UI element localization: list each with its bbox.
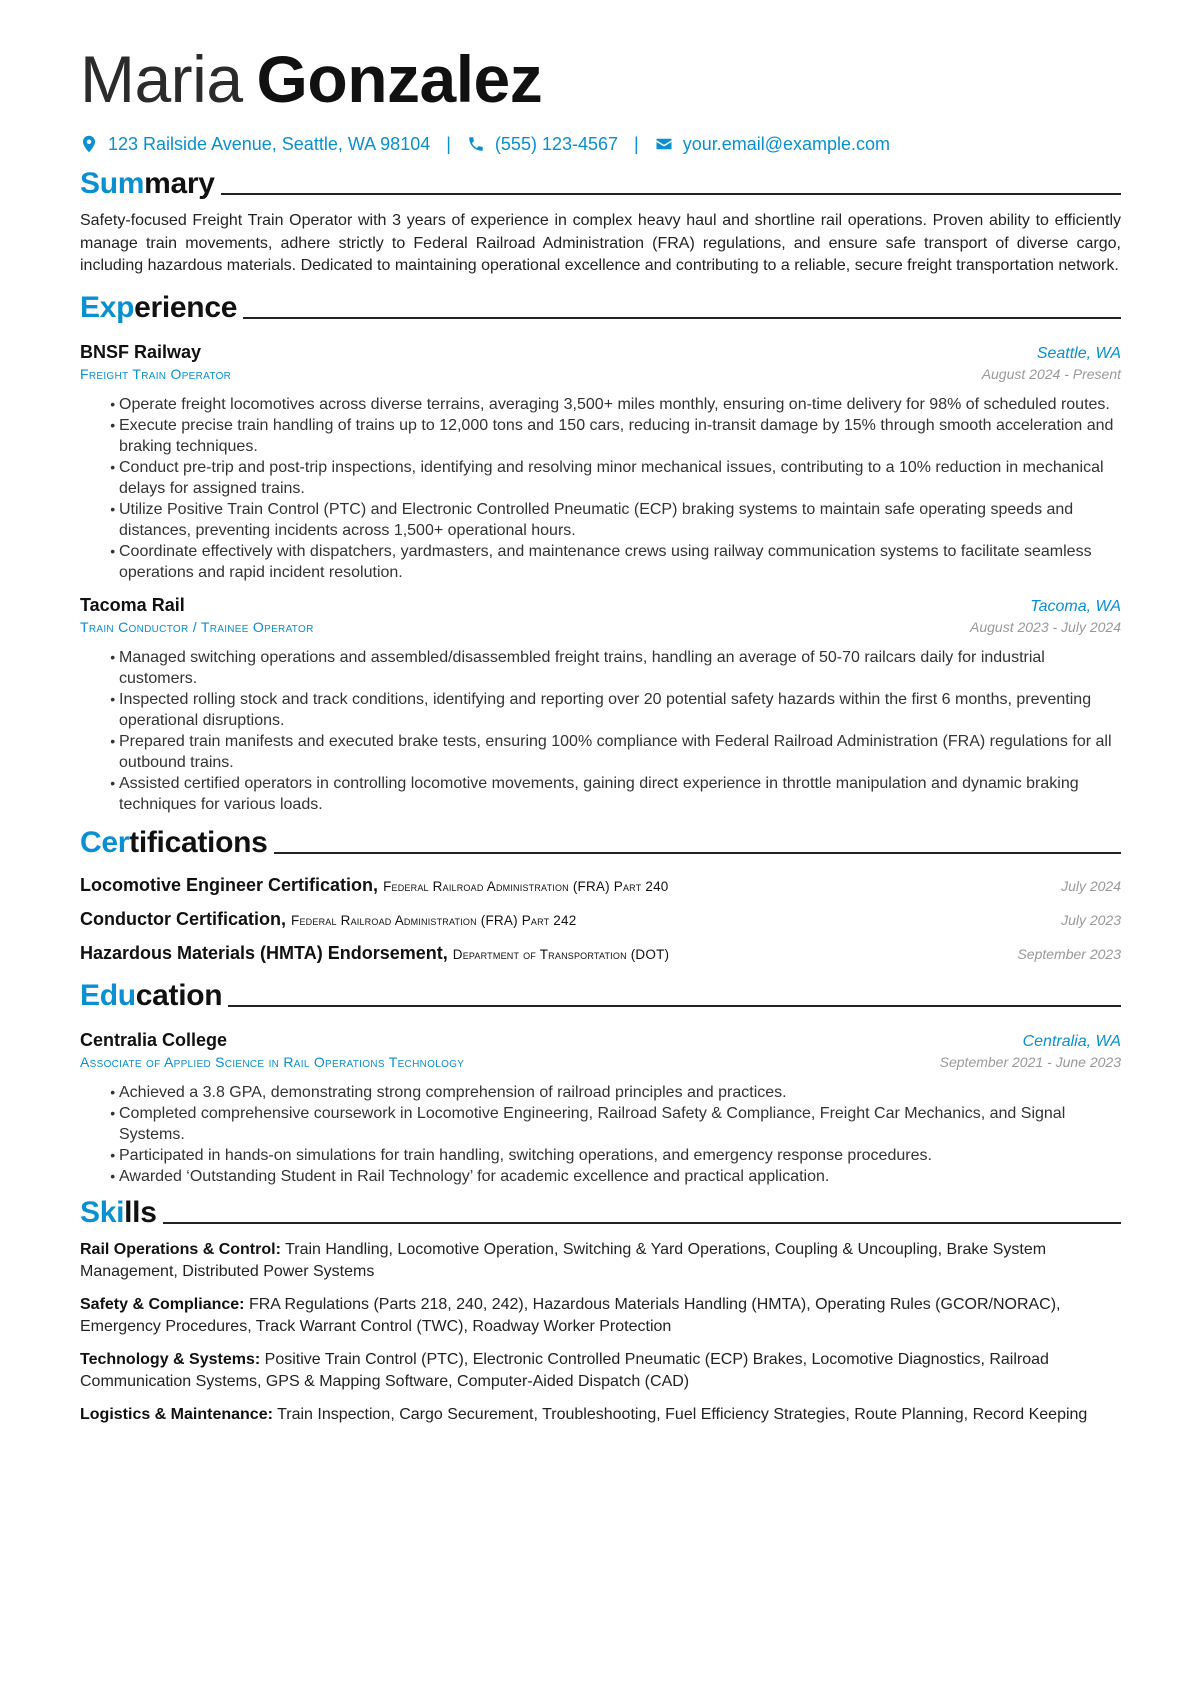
phone-item[interactable]	[467, 134, 618, 155]
experience-heading	[80, 288, 1121, 328]
list-item: • Conduct pre-trip and post-trip inspections, identifying and resolving minor mechanical issues, contributing to a 10% reduction in mechanical delays for assigned trains.	[119, 457, 1121, 499]
section-rule	[163, 1222, 1121, 1224]
summary-title-rest: mary	[144, 167, 215, 200]
map-pin-icon	[80, 135, 98, 153]
company-name: BNSF Railway	[80, 341, 202, 362]
job-dates: August 2024 - Present	[981, 365, 1121, 382]
separator: |	[446, 133, 451, 154]
separator: |	[634, 133, 639, 154]
certifications-title-accent: Cer	[80, 825, 130, 859]
school-location: Centralia, WA	[1022, 1032, 1121, 1050]
certification-item: Conductor Certification, Federal Railroad Administration (FRA) Part 242 July 2023	[80, 908, 1121, 929]
list-item: • Inspected rolling stock and track conditions, identifying and reporting over 20 potential safety hazards within the first 6 months, preventing operational disruptions.	[119, 689, 1121, 731]
summary-text: Safety-focused Freight Train Operator with 3 years of experience in complex heavy haul and shortline rail operations. Proven ability to efficiently manage train movements, adhere strictly to Federal Railroad Administration (FRA) regulations, and ensure safe transport of diverse cargo, including hazardous materials. Dedicated to maintaining operational excellence and contributing to a reliable, secure freight transportation network.	[80, 212, 1121, 274]
company-name: Tacoma Rail	[80, 594, 185, 615]
education-heading	[80, 976, 1121, 1016]
list-item: • Managed switching operations and assembled/disassembled freight trains, handling an average of 50-70 railcars daily for industrial customers.	[119, 647, 1121, 689]
skill-label: Rail Operations & Control:	[80, 1240, 281, 1258]
candidate-name	[80, 38, 1121, 120]
list-item: • Coordinate effectively with dispatchers, yardmasters, and maintenance crews using railway communication systems to facilitate seamless operations and rapid incident resolution.	[119, 541, 1121, 583]
skill-label: Technology & Systems:	[80, 1350, 261, 1368]
experience-title-rest: erience	[134, 290, 238, 324]
job-bullets	[80, 394, 1121, 583]
email-item[interactable]	[655, 134, 890, 155]
contact-line	[80, 130, 1121, 158]
job-location: Tacoma, WA	[1030, 597, 1121, 615]
certification-name: Conductor Certification	[80, 908, 281, 929]
skill-group	[80, 1349, 1121, 1394]
job-role: Train Conductor / Trainee Operator	[80, 618, 314, 635]
certification-date: July 2024	[1061, 877, 1121, 894]
certification-name: Hazardous Materials (HMTA) Endorsement	[80, 942, 443, 963]
job-dates: August 2023 - July 2024	[970, 618, 1121, 635]
envelope-icon	[655, 135, 673, 153]
certification-item: Hazardous Materials (HMTA) Endorsement, Department of Transportation (DOT) September 2023	[80, 942, 1121, 963]
skill-value: Train Inspection, Cargo Securement, Troubleshooting, Fuel Efficiency Strategies, Route Planning, Record Keeping	[277, 1405, 1088, 1423]
skill-label: Logistics & Maintenance:	[80, 1405, 273, 1423]
list-item: • Awarded ‘Outstanding Student in Rail Technology’ for academic excellence and practical application.	[119, 1166, 1121, 1187]
job-entry	[80, 595, 1121, 815]
skill-group	[80, 1294, 1121, 1339]
skill-group	[80, 1404, 1121, 1427]
address-item	[80, 134, 430, 155]
experience-title-accent: Exp	[80, 290, 135, 324]
education-entry	[80, 1030, 1121, 1187]
address-text: 123 Railside Avenue, Seattle, WA 98104	[108, 133, 431, 154]
degree: Associate of Applied Science in Rail Operations Technology	[80, 1053, 465, 1070]
certifications-heading	[80, 823, 1121, 863]
education-title-accent: Edu	[80, 978, 136, 1012]
section-rule	[274, 852, 1121, 854]
certification-issuer: Department of Transportation (DOT)	[452, 946, 670, 962]
skill-group	[80, 1239, 1121, 1284]
certification-issuer: Federal Railroad Administration (FRA) Part 242	[291, 912, 577, 928]
education-bullets	[80, 1082, 1121, 1187]
section-rule	[228, 1005, 1121, 1007]
last-name: Gonzalez	[256, 42, 543, 116]
skills-title-accent: Ski	[80, 1195, 125, 1229]
phone-icon	[467, 135, 485, 153]
summary-heading	[80, 164, 1121, 204]
phone-text[interactable]: (555) 123-4567	[494, 133, 619, 154]
school-name: Centralia College	[80, 1029, 228, 1050]
list-item: • Utilize Positive Train Control (PTC) and Electronic Controlled Pneumatic (ECP) braking systems to maintain safe operating speeds and distances, preventing incidents across 1,500+ operational hours.	[119, 499, 1121, 541]
skill-value: Train Handling, Locomotive Operation, Switching & Yard Operations, Coupling & Uncoupling, Brake System Management, Distributed Power Systems	[80, 1240, 1047, 1280]
section-rule	[243, 317, 1121, 319]
skill-value: Positive Train Control (PTC), Electronic Controlled Pneumatic (ECP) Brakes, Locomotive Diagnostics, Railroad Communication Systems, GPS & Mapping Software, Computer-Aided Dispatch (CAD)	[80, 1350, 1049, 1390]
section-rule	[221, 193, 1121, 195]
job-bullets	[80, 647, 1121, 815]
email-link[interactable]: your.email@example.com	[682, 133, 891, 154]
list-item: • Prepared train manifests and executed brake tests, ensuring 100% compliance with Federal Railroad Administration (FRA) regulations for all outbound trains.	[119, 731, 1121, 773]
first-name: Maria	[80, 42, 243, 116]
list-item: • Participated in hands-on simulations for train handling, switching operations, and emergency response procedures.	[119, 1145, 1121, 1166]
list-item: • Operate freight locomotives across diverse terrains, averaging 3,500+ miles monthly, ensuring on-time delivery for 98% of scheduled routes.	[119, 394, 1121, 415]
certification-date: September 2023	[1017, 945, 1121, 962]
list-item: • Completed comprehensive coursework in Locomotive Engineering, Railroad Safety & Compliance, Freight Car Mechanics, and Signal Systems.	[119, 1103, 1121, 1145]
education-title-rest: cation	[135, 978, 223, 1012]
job-location: Seattle, WA	[1036, 344, 1121, 362]
certification-name: Locomotive Engineer Certification	[80, 874, 374, 895]
summary-title-accent: Sum	[80, 167, 145, 200]
job-role: Freight Train Operator	[80, 365, 232, 382]
education-dates: September 2021 - June 2023	[939, 1053, 1121, 1070]
certifications-title-rest: tifications	[129, 825, 268, 859]
list-item: • Assisted certified operators in controlling locomotive movements, gaining direct experience in throttle manipulation and dynamic braking techniques for various loads.	[119, 773, 1121, 815]
list-item: • Execute precise train handling of trains up to 12,000 tons and 150 cars, reducing in-transit damage by 15% through smooth acceleration and braking techniques.	[119, 415, 1121, 457]
skills-heading	[80, 1193, 1121, 1233]
skill-label: Safety & Compliance:	[80, 1295, 245, 1313]
job-entry	[80, 342, 1121, 583]
certification-item: Locomotive Engineer Certification, Federal Railroad Administration (FRA) Part 240 July 2024	[80, 874, 1121, 895]
skills-title-rest: lls	[124, 1195, 157, 1229]
skill-value: FRA Regulations (Parts 218, 240, 242), Hazardous Materials Handling (HMTA), Operating Rules (GCOR/NORAC), Emergency Procedures, Track Warrant Control (TWC), Roadway Worker Protection	[80, 1295, 1061, 1335]
list-item: • Achieved a 3.8 GPA, demonstrating strong comprehension of railroad principles and practices.	[119, 1082, 1121, 1103]
certification-date: July 2023	[1061, 911, 1121, 928]
certification-issuer: Federal Railroad Administration (FRA) Part 240	[383, 878, 669, 894]
